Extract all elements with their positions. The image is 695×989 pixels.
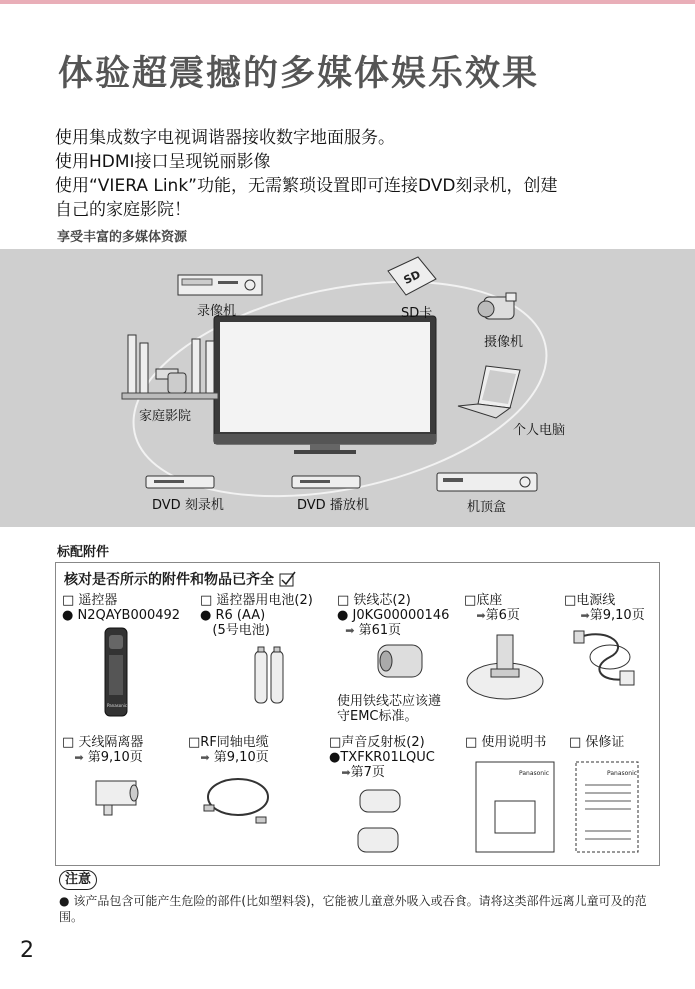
sd-card-icon bbox=[380, 257, 440, 297]
item-power-cord-ref: 第9,10页 bbox=[589, 608, 645, 623]
page-title: 体验超震撼的多媒体娱乐效果 bbox=[58, 54, 540, 94]
batteries-icon bbox=[253, 645, 287, 707]
item-isolator-ref: 第9,10页 bbox=[87, 750, 143, 765]
item-batteries-type: R6 (AA) bbox=[215, 608, 266, 623]
item-reflector: □声音反射板(2) ●TXFKR01LQUC ➡第7页 bbox=[329, 735, 435, 780]
top-accent-line bbox=[0, 0, 695, 4]
item-ferrite-ref: 第61页 bbox=[358, 623, 402, 638]
item-batteries-type-cn: (5号电池) bbox=[212, 623, 270, 638]
intro-line-1: 使用集成数字电视调谐器接收数字地面服务。 bbox=[55, 128, 395, 148]
item-ferrite-label: 铁线芯(2) bbox=[353, 593, 411, 608]
check-title-text: 核对是否所示的附件和物品已齐全 bbox=[64, 572, 274, 588]
item-ferrite-note-1: 使用铁线芯应该遵 bbox=[337, 694, 442, 709]
dvd-player-icon bbox=[292, 474, 362, 492]
notice-text bbox=[59, 893, 659, 925]
warranty-card-icon bbox=[575, 761, 641, 855]
item-remote-label: 遥控器 bbox=[78, 593, 118, 608]
vcr-icon bbox=[178, 271, 264, 299]
accessories-heading: 标配附件 bbox=[57, 545, 110, 560]
item-reflector-model: TXFKR01LQUC bbox=[340, 750, 435, 765]
stand-icon bbox=[465, 625, 547, 703]
manual-brand: Panasonic bbox=[519, 770, 550, 777]
arrow-icon: ➡ bbox=[341, 766, 351, 779]
ferrite-core-icon bbox=[372, 641, 428, 681]
item-manual-label: 使用说明书 bbox=[481, 735, 547, 750]
item-batteries: □ 遥控器用电池(2) ● R6 (AA) (5号电池) bbox=[200, 593, 313, 638]
intro-paragraph bbox=[55, 126, 655, 222]
set-top-box-label: 机顶盒 bbox=[467, 500, 507, 515]
pc-label: 个人电脑 bbox=[513, 423, 566, 438]
antenna-isolator-icon bbox=[94, 777, 144, 817]
item-power-cord: □电源线 ➡第9,10页 bbox=[564, 593, 645, 623]
arrow-icon: ➡ bbox=[74, 751, 84, 764]
notice-body: 该产品包含可能产生危险的部件(比如塑料袋)，它能被儿童意外吸入或吞食。请将这类部件远离儿童可及的范围。 bbox=[59, 894, 647, 924]
rf-cable-icon bbox=[198, 769, 274, 829]
item-ferrite-model: J0KG00000146 bbox=[352, 608, 450, 623]
arrow-icon: ➡ bbox=[476, 609, 486, 622]
sd-card-label: SD卡 bbox=[401, 306, 433, 321]
item-remote-model: N2QAYB000492 bbox=[77, 608, 181, 623]
sd-logo: SD bbox=[401, 267, 423, 287]
item-remote: □ 遥控器 ● N2QAYB000492 bbox=[62, 593, 181, 623]
item-batteries-label: 遥控器用电池(2) bbox=[216, 593, 313, 608]
home-theater-label: 家庭影院 bbox=[139, 409, 192, 424]
dvd-recorder-label: DVD 刻录机 bbox=[152, 498, 224, 513]
item-stand-ref: 第6页 bbox=[485, 608, 520, 623]
section-subheading: 享受丰富的多媒体资源 bbox=[57, 230, 188, 245]
multimedia-banner bbox=[0, 249, 695, 527]
item-isolator-label: 天线隔离器 bbox=[78, 735, 144, 750]
home-theater-icon bbox=[120, 329, 220, 403]
arrow-icon: ➡ bbox=[580, 609, 590, 622]
power-cord-icon bbox=[570, 627, 638, 691]
item-reflector-label: 声音反射板(2) bbox=[341, 735, 425, 750]
camcorder-label: 摄像机 bbox=[484, 335, 524, 350]
item-ferrite-core: □ 铁线芯(2) ● J0KG00000146 ➡ 第61页 bbox=[337, 593, 450, 638]
checkbox-checked-icon bbox=[279, 571, 297, 587]
item-antenna-isolator: □ 天线隔离器 ➡ 第9,10页 bbox=[62, 735, 144, 765]
laptop-icon bbox=[456, 364, 524, 422]
warranty-brand: Panasonic bbox=[607, 770, 638, 777]
item-rf-cable: □RF同轴电缆 ➡ 第9,10页 bbox=[188, 735, 269, 765]
arrow-icon: ➡ bbox=[345, 624, 355, 637]
dvd-recorder-icon bbox=[146, 474, 216, 492]
reflector-icon bbox=[354, 788, 406, 863]
item-rf-cable-label: RF同轴电缆 bbox=[200, 735, 269, 750]
remote-control-icon bbox=[104, 627, 130, 719]
intro-line-4: 自己的家庭影院！ bbox=[55, 200, 191, 220]
item-stand: □底座 ➡第6页 bbox=[464, 593, 520, 623]
camcorder-icon bbox=[476, 291, 520, 327]
item-reflector-ref: 第7页 bbox=[350, 765, 385, 780]
intro-line-3: 使用“VIERA Link”功能，无需繁琐设置即可连接DVD刻录机，创建 bbox=[55, 176, 558, 196]
arrow-icon: ➡ bbox=[200, 751, 210, 764]
item-warranty-label: 保修证 bbox=[585, 735, 625, 750]
item-power-cord-label: 电源线 bbox=[576, 593, 616, 608]
item-warranty: □ 保修证 bbox=[569, 735, 625, 750]
accessories-box bbox=[55, 562, 660, 866]
intro-line-2: 使用HDMI接口呈现锐丽影像 bbox=[55, 152, 271, 172]
remote-brand: Panasonic bbox=[107, 703, 128, 708]
bullet-icon: ● bbox=[59, 894, 70, 908]
item-stand-label: 底座 bbox=[476, 593, 503, 608]
item-ferrite-note-2: 守EMC标准。 bbox=[337, 709, 418, 724]
item-ferrite-note bbox=[337, 694, 441, 724]
page-number: 2 bbox=[20, 938, 34, 963]
check-title bbox=[64, 569, 297, 589]
item-rf-cable-ref: 第9,10页 bbox=[213, 750, 269, 765]
tv-icon bbox=[214, 316, 439, 456]
set-top-box-icon bbox=[437, 471, 541, 495]
manual-icon bbox=[475, 761, 557, 855]
vcr-label: 录像机 bbox=[197, 304, 237, 319]
notice-tag: 注意 bbox=[59, 870, 97, 890]
item-manual: □ 使用说明书 bbox=[465, 735, 547, 750]
dvd-player-label: DVD 播放机 bbox=[297, 498, 369, 513]
